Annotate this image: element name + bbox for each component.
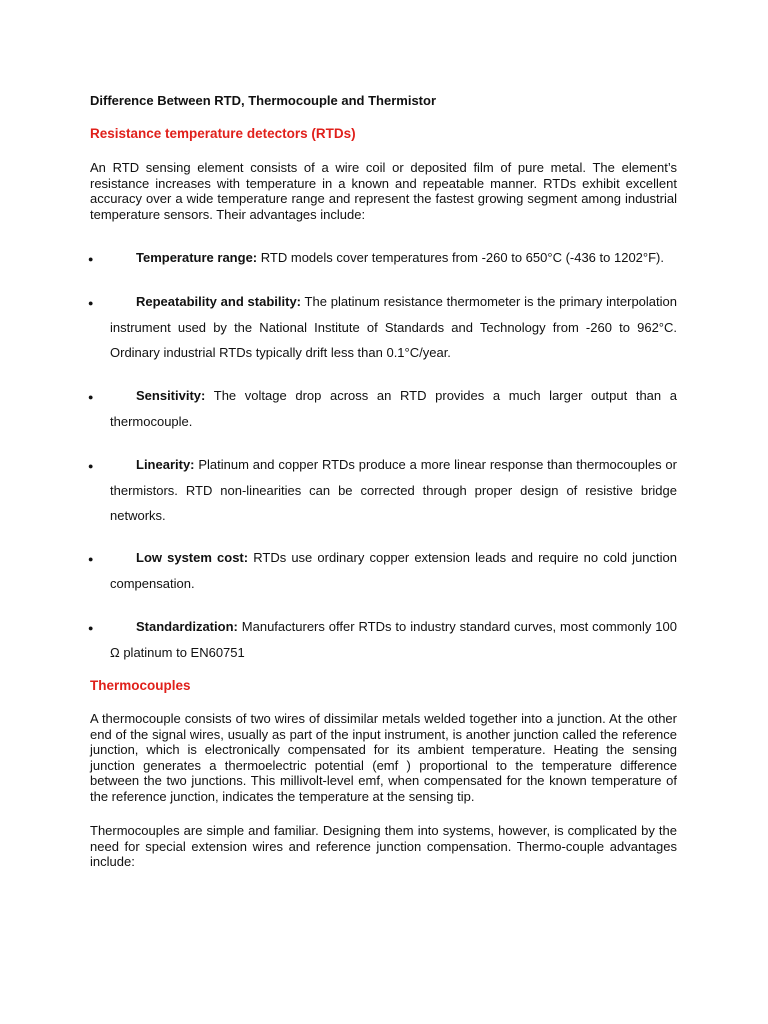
bullet-icon: ●: [88, 554, 94, 564]
thermocouples-paragraph-1: A thermocouple consists of two wires of dissimilar metals welded together into a junction. At the other end of the signal wires, usually as part of the input instrument, is another junction called the reference junction, which is electronically compensated for its ambient temperature. Heating the sensing junction generates a thermoelectric potential (emf ) proportional to the temperature difference between the two junctions. This millivolt-level emf, when compensated for the known temperature of the reference junction, indicates the temperature at the sensing tip.: [90, 711, 677, 804]
item-label: Temperature range:: [136, 250, 258, 265]
item-text: RTDs use ordinary copper extension leads and require no cold junction compensation.: [110, 550, 677, 591]
bullet-icon: ●: [88, 254, 94, 264]
item-text: Manufacturers offer RTDs to industry standard curves, most commonly 100 Ω platinum to EN60751: [110, 619, 677, 660]
list-item: [110, 614, 677, 665]
item-text: RTD models cover temperatures from -260 to 650°C (-436 to 1202°F).: [260, 250, 664, 265]
bullet-icon: ●: [88, 623, 94, 633]
list-item: [110, 452, 677, 529]
bullet-icon: ●: [88, 298, 94, 308]
list-item: [110, 289, 677, 366]
item-label: Repeatability and stability:: [136, 294, 302, 309]
item-label: Linearity:: [136, 457, 195, 472]
item-text: The voltage drop across an RTD provides a much larger output than a thermocouple.: [110, 388, 677, 429]
item-label: Sensitivity:: [136, 388, 206, 403]
list-item: [110, 545, 677, 596]
bullet-icon: ●: [88, 392, 94, 402]
list-item: [110, 245, 677, 271]
list-item: [110, 383, 677, 434]
item-text: Platinum and copper RTDs produce a more linear response than thermocouples or thermistors. RTD non-linearities can be corrected through proper design of resistive bridge networks.: [110, 457, 677, 523]
rtd-intro-paragraph: An RTD sensing element consists of a wire coil or deposited film of pure metal. The element’s resistance increases with temperature in a known and repeatable manner. RTDs exhibit excellent accuracy over a wide temperature range and represent the fastest growing segment among industrial temperature sensors. Their advantages include:: [90, 160, 677, 222]
rtd-heading: Resistance temperature detectors (RTDs): [90, 126, 356, 141]
item-label: Standardization:: [136, 619, 238, 634]
thermocouples-paragraph-2: Thermocouples are simple and familiar. Designing them into systems, however, is complicated by the need for special extension wires and reference junction compensation. Thermo-couple advantages include:: [90, 823, 677, 869]
document-title: Difference Between RTD, Thermocouple and Thermistor: [90, 93, 437, 108]
item-label: Low system cost:: [136, 550, 249, 565]
item-text: The platinum resistance thermometer is the primary interpolation instrument used by the National Institute of Standards and Technology from -260 to 962°C. Ordinary industrial RTDs typically drift less than 0.1°C/year.: [110, 294, 677, 360]
bullet-icon: ●: [88, 461, 94, 471]
thermocouples-heading: Thermocouples: [90, 678, 191, 693]
